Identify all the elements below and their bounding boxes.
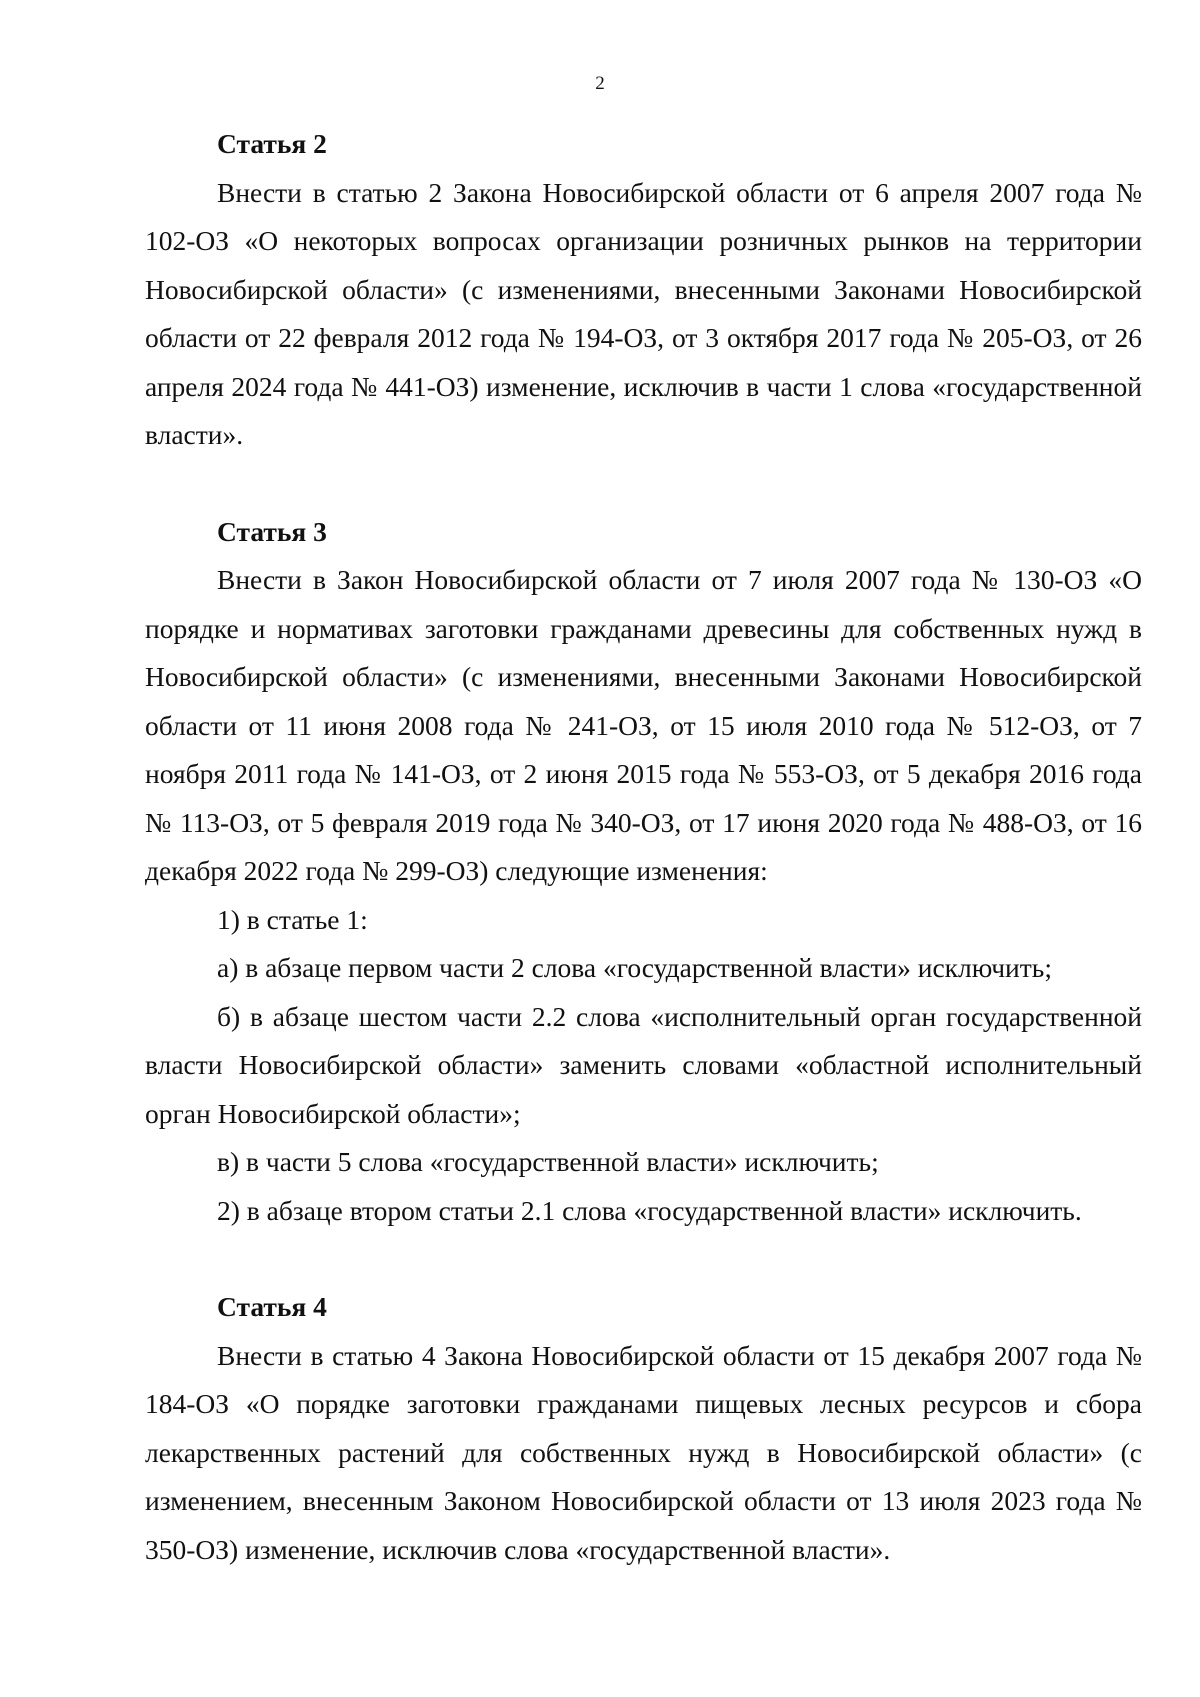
article-paragraph: Внести в статью 2 Закона Новосибирской области от 6 апреля 2007 года № 102-ОЗ «О некоторых вопросах организации розничных рынков на территории Новосибирской области» (с изменениями, внесенными Законами Новосибирской области от 22 февраля 2012 года № 194-ОЗ, от 3 октября 2017 года № 205-ОЗ, от 26 апреля 2024 года № 441-ОЗ) изменение, исключив в части 1 слова «государственной власти». <box>145 176 1142 450</box>
page-number: 2 <box>595 73 605 94</box>
article-3 <box>145 508 1142 1236</box>
article-4 <box>145 1283 1142 1574</box>
list-item: б) в абзаце шестом части 2.2 слова «исполнительный орган государственной власти Новосибирской области» заменить словами «областной исполнительный орган Новосибирской области»; <box>145 1000 1142 1129</box>
section-spacer <box>145 1235 1142 1283</box>
article-2 <box>145 120 1142 460</box>
list-item: 2) в абзаце втором статьи 2.1 слова «государственной власти» исключить. <box>217 1194 1082 1226</box>
article-paragraph: Внести в Закон Новосибирской области от 7 июля 2007 года № 130-ОЗ «О порядке и нормативах заготовки гражданами древесины для собственных нужд в Новосибирской области» (с изменениями, внесенными Законами Новосибирской области от 11 июня 2008 года № 241-ОЗ, от 15 июля 2010 года № 512-ОЗ, от 7 ноября 2011 года № 141-ОЗ, от 2 июня 2015 года № 553-ОЗ, от 5 декабря 2016 года № 113-ОЗ, от 5 февраля 2019 года № 340-ОЗ, от 17 июня 2020 года № 488-ОЗ, от 16 декабря 2022 года № 299-ОЗ) следующие изменения: <box>145 564 1142 886</box>
section-spacer <box>145 460 1142 508</box>
article-paragraph: Внести в статью 4 Закона Новосибирской области от 15 декабря 2007 года № 184-ОЗ «О порядке заготовки гражданами пищевых лесных ресурсов и сбора лекарственных растений для собственных нужд в Новосибирской области» (с изменением, внесенным Законом Новосибирской области от 13 июля 2023 года № 350-ОЗ) изменение, исключив слова «государственной власти». <box>145 1339 1142 1565</box>
article-heading: Статья 3 <box>217 515 327 547</box>
article-heading: Статья 4 <box>217 1291 327 1322</box>
list-item: 1) в статье 1: <box>217 903 368 935</box>
article-heading: Статья 2 <box>217 128 327 159</box>
list-item: а) в абзаце первом части 2 слова «государственной власти» исключить; <box>217 952 1052 983</box>
document-body <box>145 120 1142 1574</box>
list-item: в) в части 5 слова «государственной власти» исключить; <box>217 1146 879 1177</box>
